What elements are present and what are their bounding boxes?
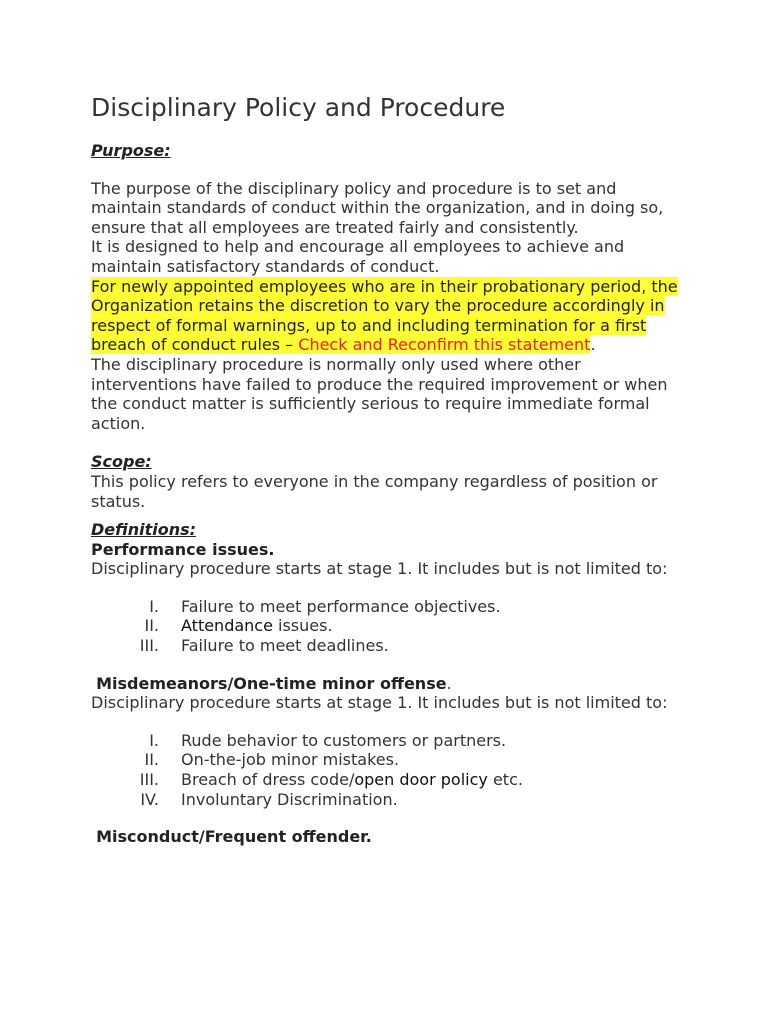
document-page	[91, 92, 691, 847]
performance-list	[91, 597, 691, 656]
list-number: II.	[144, 750, 159, 770]
scope-text: This policy refers to everyone in the company regardless of position or status.	[91, 471, 658, 511]
list-item	[91, 636, 691, 656]
list-text: Failure to meet performance objectives.	[181, 596, 501, 616]
list-number: IV.	[140, 789, 159, 809]
list-item	[91, 616, 691, 636]
list-text-term: open door policy	[354, 770, 488, 790]
misdemeanors-title: Misdemeanors/One-time minor offense	[96, 673, 447, 693]
list-item	[91, 731, 691, 751]
list-text: Breach of dress code/	[181, 770, 355, 790]
purpose-paragraph-1: The purpose of the disciplinary policy and procedure is to set and maintain standards of conduct within the organization, and in doing so, ensure that all employees are treated fairly and consistently.	[91, 178, 664, 237]
misconduct-title-line	[91, 827, 691, 847]
list-text: On-the-job minor mistakes.	[181, 750, 400, 770]
list-number: III.	[139, 770, 159, 790]
performance-title: Performance issues.	[91, 539, 275, 559]
review-note: Check and Reconfirm this statement	[298, 335, 591, 355]
page-title: Disciplinary Policy and Procedure	[91, 93, 506, 122]
list-item	[91, 790, 691, 810]
scope-heading: Scope:	[91, 452, 152, 472]
definitions-heading: Definitions:	[91, 520, 197, 540]
list-text: etc.	[487, 770, 523, 790]
purpose-heading: Purpose:	[91, 141, 171, 160]
list-item	[91, 597, 691, 617]
list-number: I.	[149, 730, 159, 750]
list-item	[91, 770, 691, 790]
misdemeanors-list	[91, 731, 691, 809]
list-text: Rude behavior to customers or partners.	[181, 730, 507, 750]
list-item	[91, 750, 691, 770]
highlighted-text: For newly appointed employees who are in their probationary period, the Organization retains the discretion to vary the procedure accordingly in respect of formal warnings, up to and including termination for a first breach of conduct rules –	[91, 276, 678, 355]
review-note-period: .	[590, 335, 596, 355]
performance-intro: Disciplinary procedure starts at stage 1. It includes but is not limited to:	[91, 559, 668, 579]
list-number: III.	[139, 636, 159, 656]
probation-paragraph	[91, 277, 691, 355]
misdemeanors-title-line	[91, 674, 691, 694]
purpose-paragraph-2: It is designed to help and encourage all employees to achieve and maintain satisfactory standards of conduct.	[91, 237, 625, 276]
misconduct-title: Misconduct/Frequent offender.	[96, 827, 372, 847]
list-number: II.	[144, 616, 159, 636]
misdemeanors-intro: Disciplinary procedure starts at stage 1. It includes but is not limited to:	[91, 693, 668, 713]
purpose-paragraph-3: The disciplinary procedure is normally only used where other interventions have failed to produce the required improvement or when the conduct matter is sufficiently serious to require immediate formal action.	[91, 354, 668, 433]
list-text: Involuntary Discrimination.	[181, 789, 398, 809]
list-text-term: Attendance	[181, 616, 273, 636]
list-text: issues.	[272, 616, 333, 636]
misdemeanors-title-period: .	[446, 673, 452, 693]
list-number: I.	[149, 596, 159, 616]
list-text: Failure to meet deadlines.	[181, 636, 389, 656]
